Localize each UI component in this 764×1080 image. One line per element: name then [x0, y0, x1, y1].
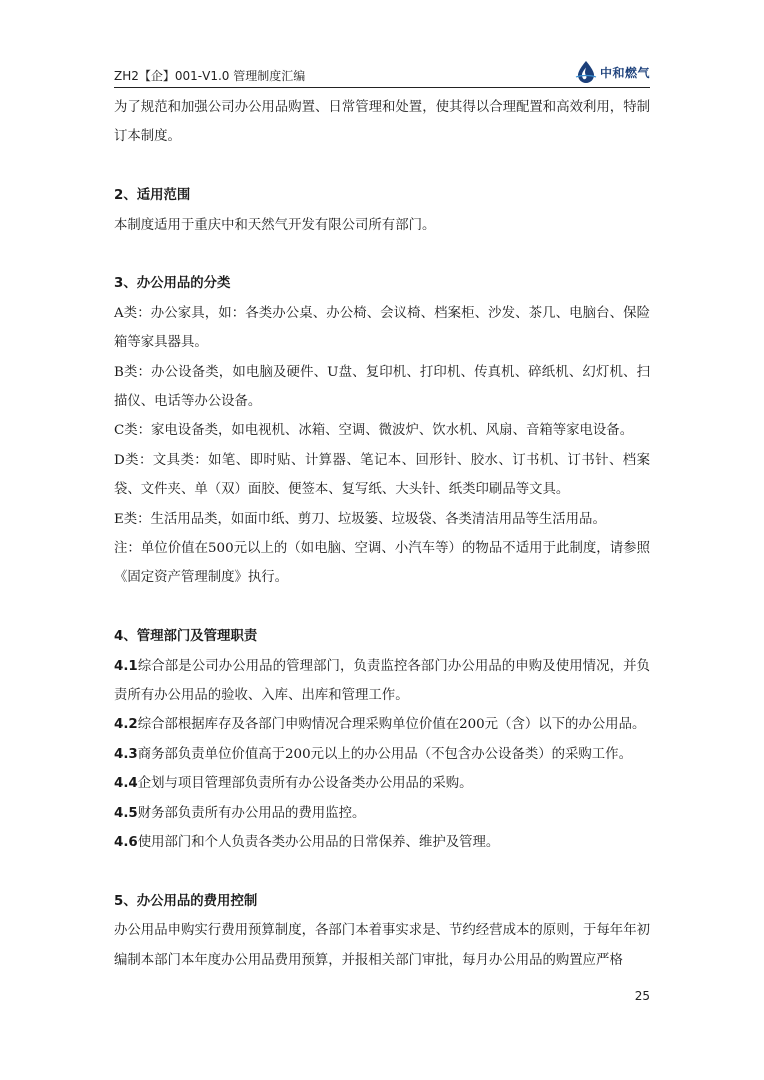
section-heading-classification: 3、办公用品的分类 [114, 276, 231, 292]
item-text: 综合部是公司办公用品的管理部门，负责监控各部门办公用品的申购及使用情况，并负责所有办公用品的验收、入库、出库和管理工作。 [114, 658, 650, 704]
company-logo [575, 59, 650, 85]
management-item [114, 828, 650, 857]
management-item [114, 652, 650, 711]
logo-text: 中和燃气 [599, 65, 650, 80]
classification-item-d: D类：文具类：如笔、即时贴、计算器、笔记本、回形针、胶水、订书机、订书针、档案袋、文件夹、单（双）面胶、便签本、复写纸、大头针、纸类印刷品等文具。 [114, 452, 650, 498]
management-item [114, 769, 650, 798]
page-number: 25 [634, 989, 650, 1003]
item-number: 4.5 [114, 805, 138, 821]
item-number: 4.1 [114, 658, 138, 674]
management-item [114, 799, 650, 828]
item-number: 4.3 [114, 746, 138, 762]
item-text: 企划与项目管理部负责所有办公设备类办公用品的采购。 [137, 776, 473, 792]
classification-item-c: C类：家电设备类，如电视机、冰箱、空调、微波炉、饮水机、风扇、音箱等家电设备。 [114, 423, 634, 439]
item-text: 商务部负责单位价值高于200元以上的办公用品（不包含办公设备类）的采购工作。 [137, 746, 632, 762]
section-heading-cost: 5、办公用品的费用控制 [114, 893, 258, 909]
classification-item-e: E类：生活用品类，如面巾纸、剪刀、垃圾篓、垃圾袋、各类清洁用品等生活用品。 [114, 511, 606, 527]
section-heading-management: 4、管理部门及管理职责 [114, 629, 258, 645]
management-item [114, 710, 650, 739]
item-text: 财务部负责所有办公用品的费用监控。 [137, 805, 366, 821]
item-number: 4.4 [114, 776, 138, 792]
classification-item-a: A类：办公家具，如：各类办公桌、办公椅、会议椅、档案柜、沙发、茶几、电脑台、保险箱等家具器具。 [114, 305, 650, 351]
scope-paragraph: 本制度适用于重庆中和天然气开发有限公司所有部门。 [114, 217, 436, 233]
header-title: ZH2【企】001-V1.0 管理制度汇编 [114, 69, 306, 83]
item-number: 4.2 [114, 717, 138, 733]
header-divider [114, 87, 650, 88]
classification-note: 注：单位价值在500元以上的（如电脑、空调、小汽车等）的物品不适用于此制度，请参照《固定资产管理制度》执行。 [114, 541, 650, 586]
item-text: 使用部门和个人负责各类办公用品的日常保养、维护及管理。 [137, 835, 500, 851]
intro-paragraph: 为了规范和加强公司办公用品购置、日常管理和处置，使其得以合理配置和高效利用，特制订本制度。 [114, 100, 650, 145]
classification-item-b: B类：办公设备类，如电脑及硬件、U盘、复印机、打印机、传真机、碎纸机、幻灯机、扫描仪、电话等办公设备。 [114, 364, 650, 410]
item-number: 4.6 [114, 835, 138, 851]
management-item [114, 740, 650, 769]
document-body [114, 93, 650, 975]
water-drop-icon [575, 60, 597, 84]
item-text: 综合部根据库存及各部门申购情况合理采购单位价值在200元（含）以下的办公用品。 [137, 717, 646, 733]
section-heading-scope: 2、适用范围 [114, 188, 191, 204]
cost-paragraph: 办公用品申购实行费用预算制度，各部门本着事实求是、节约经营成本的原则，于每年年初编制本部门本年度办公用品费用预算，并报相关部门审批，每月办公用品的购置应严格 [114, 923, 650, 968]
page-header [114, 52, 650, 88]
